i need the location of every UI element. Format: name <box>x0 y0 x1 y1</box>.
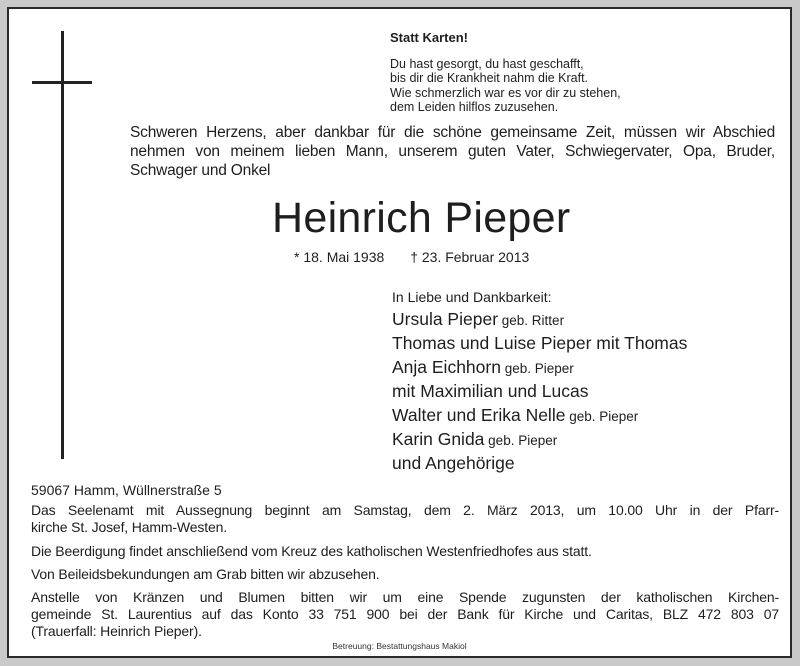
intro-line: nehmen von meinem lieben Mann, unserem guten Vater, Schwiegervater, Opa, Bruder, <box>130 143 775 160</box>
family-row <box>392 380 687 404</box>
family-lead: In Liebe und Dankbarkeit: <box>392 289 552 305</box>
notice-line: Das Seelenamt mit Aussegnung beginnt am Samstag, dem 2. März 2013, um 10.00 Uhr in der Pfarr- <box>31 502 779 518</box>
family-member: Karin Gnida <box>392 429 485 449</box>
poem-line: Du hast gesorgt, du hast geschafft, <box>390 56 584 71</box>
family-member: Anja Eichhorn <box>392 357 501 377</box>
notice-burial <box>31 543 779 560</box>
poem-heading: Statt Karten! <box>390 30 469 45</box>
family-member: und Angehörige <box>392 453 515 473</box>
family-member: Walter und Erika Nelle <box>392 405 566 425</box>
address: 59067 Hamm, Wüllnerstraße 5 <box>31 482 222 498</box>
intro-line: Schwager und Onkel <box>130 162 271 179</box>
poem-line: bis dir die Krankheit nahm die Kraft. <box>390 71 589 86</box>
family-row <box>392 332 687 356</box>
family-member: Ursula Pieper <box>392 309 499 329</box>
life-dates <box>294 249 529 266</box>
notice-line: Von Beileidsbekundungen am Grab bitten wir abzusehen. <box>31 566 380 582</box>
family-row <box>392 404 687 428</box>
family-note: geb. Pieper <box>500 361 574 376</box>
notice-condolences <box>31 566 779 583</box>
notice-service <box>31 502 779 536</box>
death-date: † 23. Februar 2013 <box>410 249 530 265</box>
cross-icon <box>61 31 64 459</box>
poem-line: dem Leiden hilflos zuzusehen. <box>390 100 559 115</box>
intro-paragraph <box>130 123 775 180</box>
notice-line: Anstelle von Kränzen und Blumen bitten wir um eine Spende zugunsten der katholischen Kirchen- <box>31 589 779 605</box>
notice-donation <box>31 589 779 640</box>
deceased-name: Heinrich Pieper <box>272 194 571 242</box>
funeral-home-credit: Betreuung: Bestattungshaus Makiol <box>332 641 467 651</box>
family-row <box>392 356 687 380</box>
family-note: geb. Pieper <box>565 409 639 424</box>
family-row <box>392 452 687 476</box>
notice-line: kirche St. Josef, Hamm-Westen. <box>31 519 227 535</box>
notice-line: gemeinde St. Laurentius auf das Konto 33 751 900 bei der Bank für Kirche und Caritas, BLZ 472 803 07 <box>31 606 779 622</box>
family-list <box>392 288 687 476</box>
cross-icon-bar <box>32 81 92 84</box>
intro-line: Schweren Herzens, aber dankbar für die schöne gemeinsame Zeit, müssen wir Abschied <box>130 124 775 141</box>
family-row <box>392 428 687 452</box>
obituary-card <box>7 7 792 658</box>
family-member: Thomas und Luise Pieper mit Thomas <box>392 333 688 353</box>
notice-line: Die Beerdigung findet anschließend vom Kreuz des katholischen Westenfriedhofes aus statt. <box>31 543 592 559</box>
family-member: mit Maximilian und Lucas <box>392 381 589 401</box>
poem-line: Wie schmerzlich war es vor dir zu stehen, <box>390 85 621 100</box>
family-note: geb. Pieper <box>484 433 558 448</box>
notice-line: (Trauerfall: Heinrich Pieper). <box>31 623 202 639</box>
family-row <box>392 308 687 332</box>
poem-block <box>390 31 621 115</box>
family-note: geb. Ritter <box>498 313 565 328</box>
birth-date: * 18. Mai 1938 <box>294 249 385 265</box>
